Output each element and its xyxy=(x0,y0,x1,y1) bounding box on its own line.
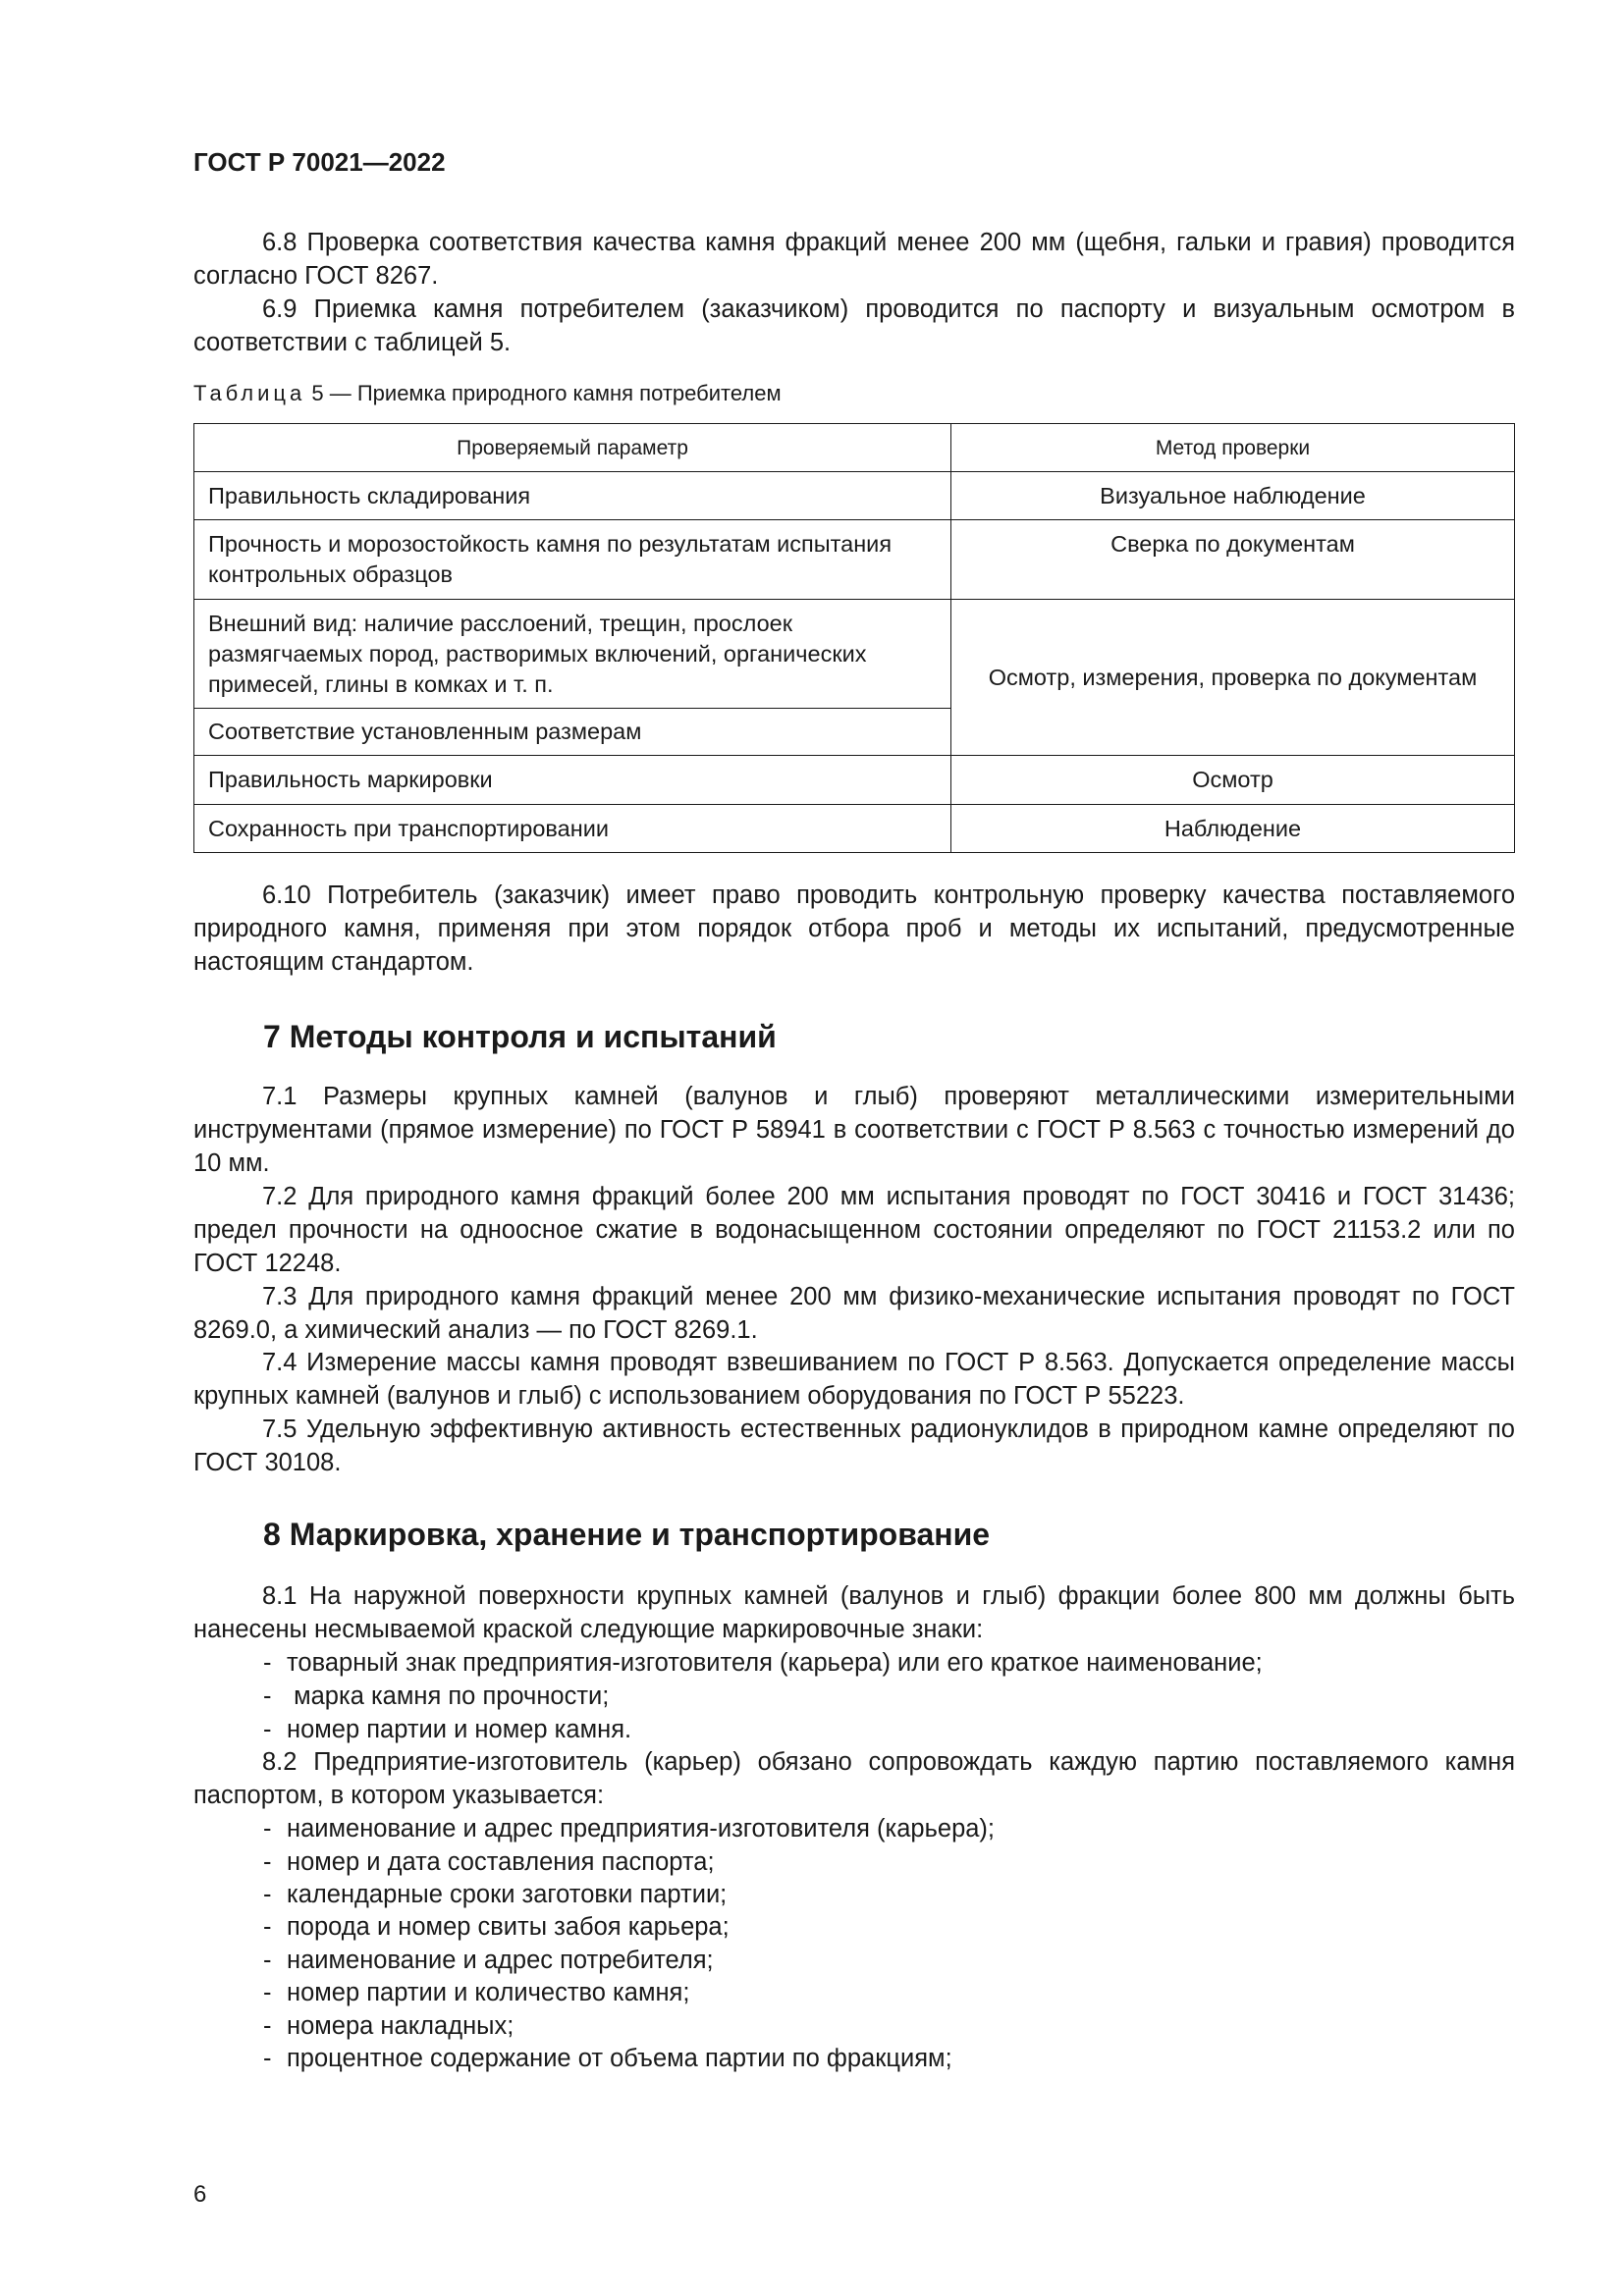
list-item: - порода и номер свиты забоя карьера; xyxy=(263,1910,730,1944)
paragraph-7-1: 7.1 Размеры крупных камней (валунов и глыб) проверяют металлическими измерительными инструментами (прямое измерение) по ГОСТ Р 58941 в соответствии с ГОСТ Р 8.563 с точностью измерений до 10 мм. xyxy=(193,1083,1515,1177)
table-cell-method: Осмотр, измерения, проверка по документам xyxy=(951,600,1515,756)
table-cell-method: Сверка по документам xyxy=(951,520,1515,600)
paragraph-6-9: 6.9 Приемка камня потребителем (заказчиком) проводится по паспорту и визуальным осмотром в соответствии с таблицей 5. xyxy=(193,295,1515,356)
list-dash: - xyxy=(263,2012,272,2040)
list-dash: - xyxy=(263,1848,272,1876)
paragraph-8-2: 8.2 Предприятие-изготовитель (карьер) обязано сопровождать каждую партию поставляемого камня паспортом, в котором указывается: xyxy=(193,1748,1515,1809)
paragraph-8-1: 8.1 На наружной поверхности крупных камней (валунов и глыб) фракции более 800 мм должны быть нанесены несмываемой краской следующие маркировочные знаки: xyxy=(193,1582,1515,1643)
list-dash: - xyxy=(263,1682,272,1710)
paragraph-6-10: 6.10 Потребитель (заказчик) имеет право проводить контрольную проверку качества поставляемого природного камня, применяя при этом порядок отбора проб и методы их испытаний, предусмотренные настоящим стандартом. xyxy=(193,881,1515,976)
list-item: - процентное содержание от объема партии по фракциям; xyxy=(263,2042,952,2075)
section-7-heading: 7 Методы контроля и испытаний xyxy=(263,1019,777,1054)
list-dash: - xyxy=(263,1913,272,1941)
table-cell-param: Внешний вид: наличие расслоений, трещин, прослоек размягчаемых пород, растворимых включений, органических примесей, глины в комках и т. п. xyxy=(194,600,951,709)
table-caption-text: 5 — Приемка природного камня потребителем xyxy=(311,381,782,405)
table-cell-param: Сохранность при транспортировании xyxy=(194,805,951,853)
table-caption xyxy=(193,381,782,406)
paragraph-7-4: 7.4 Измерение массы камня проводят взвешиванием по ГОСТ Р 8.563. Допускается определение массы крупных камней (валунов и глыб) с использованием оборудования по ГОСТ Р 55223. xyxy=(193,1349,1515,1410)
paragraph-7-5: 7.5 Удельную эффективную активность естественных радионуклидов в природном камне определяют по ГОСТ 30108. xyxy=(193,1415,1515,1476)
list-item: - марка камня по прочности; xyxy=(263,1680,609,1713)
table-header-param: Проверяемый параметр xyxy=(194,424,951,472)
list-dash: - xyxy=(263,1716,272,1743)
table-caption-label: Таблица xyxy=(193,381,306,405)
table-cell-method: Наблюдение xyxy=(951,805,1515,853)
document-header: ГОСТ Р 70021—2022 xyxy=(193,147,446,177)
table-5 xyxy=(193,423,1515,853)
table-cell-method: Осмотр xyxy=(951,756,1515,805)
table-cell-param: Правильность маркировки xyxy=(194,756,951,805)
table-header-row xyxy=(194,424,1515,472)
page-number: 6 xyxy=(193,2181,207,2208)
table-row xyxy=(194,756,1515,805)
table-cell-method: Визуальное наблюдение xyxy=(951,472,1515,520)
table-cell-param: Правильность складирования xyxy=(194,472,951,520)
paragraph-7-2: 7.2 Для природного камня фракций более 200 мм испытания проводят по ГОСТ 30416 и ГОСТ 31436; предел прочности на одноосное сжатие в водонасыщенном состоянии определяют по ГОСТ 21153.2 или по ГОСТ 12248. xyxy=(193,1183,1515,1277)
list-item: - номера накладных; xyxy=(263,2009,514,2043)
list-dash: - xyxy=(263,1649,272,1677)
list-item: - номер партии и номер камня. xyxy=(263,1713,631,1746)
paragraph-7-3: 7.3 Для природного камня фракций менее 200 мм физико-механические испытания проводят по ГОСТ 8269.0, а химический анализ — по ГОСТ 8269.1. xyxy=(193,1283,1515,1344)
table-cell-param: Соответствие установленным размерам xyxy=(194,709,951,756)
list-item: - календарные сроки заготовки партии; xyxy=(263,1878,727,1911)
table-row xyxy=(194,472,1515,520)
list-dash: - xyxy=(263,1979,272,2006)
list-item: - наименование и адрес предприятия-изготовителя (карьера); xyxy=(263,1812,995,1845)
list-item: - товарный знак предприятия-изготовителя (карьера) или его краткое наименование; xyxy=(263,1646,1263,1680)
paragraph-6-8: 6.8 Проверка соответствия качества камня фракций менее 200 мм (щебня, гальки и гравия) проводится согласно ГОСТ 8267. xyxy=(193,229,1515,290)
list-item: - наименование и адрес потребителя; xyxy=(263,1944,714,1977)
table-cell-param: Прочность и морозостойкость камня по результатам испытания контрольных образцов xyxy=(194,520,951,600)
table-row xyxy=(194,805,1515,853)
list-dash: - xyxy=(263,1815,272,1842)
list-dash: - xyxy=(263,2045,272,2072)
list-dash: - xyxy=(263,1947,272,1974)
table-row xyxy=(194,600,1515,709)
section-8-heading: 8 Маркировка, хранение и транспортирование xyxy=(263,1517,991,1552)
table-header-method: Метод проверки xyxy=(951,424,1515,472)
list-item: - номер и дата составления паспорта; xyxy=(263,1845,715,1879)
table-row xyxy=(194,520,1515,600)
list-item: - номер партии и количество камня; xyxy=(263,1976,689,2009)
list-dash: - xyxy=(263,1881,272,1908)
